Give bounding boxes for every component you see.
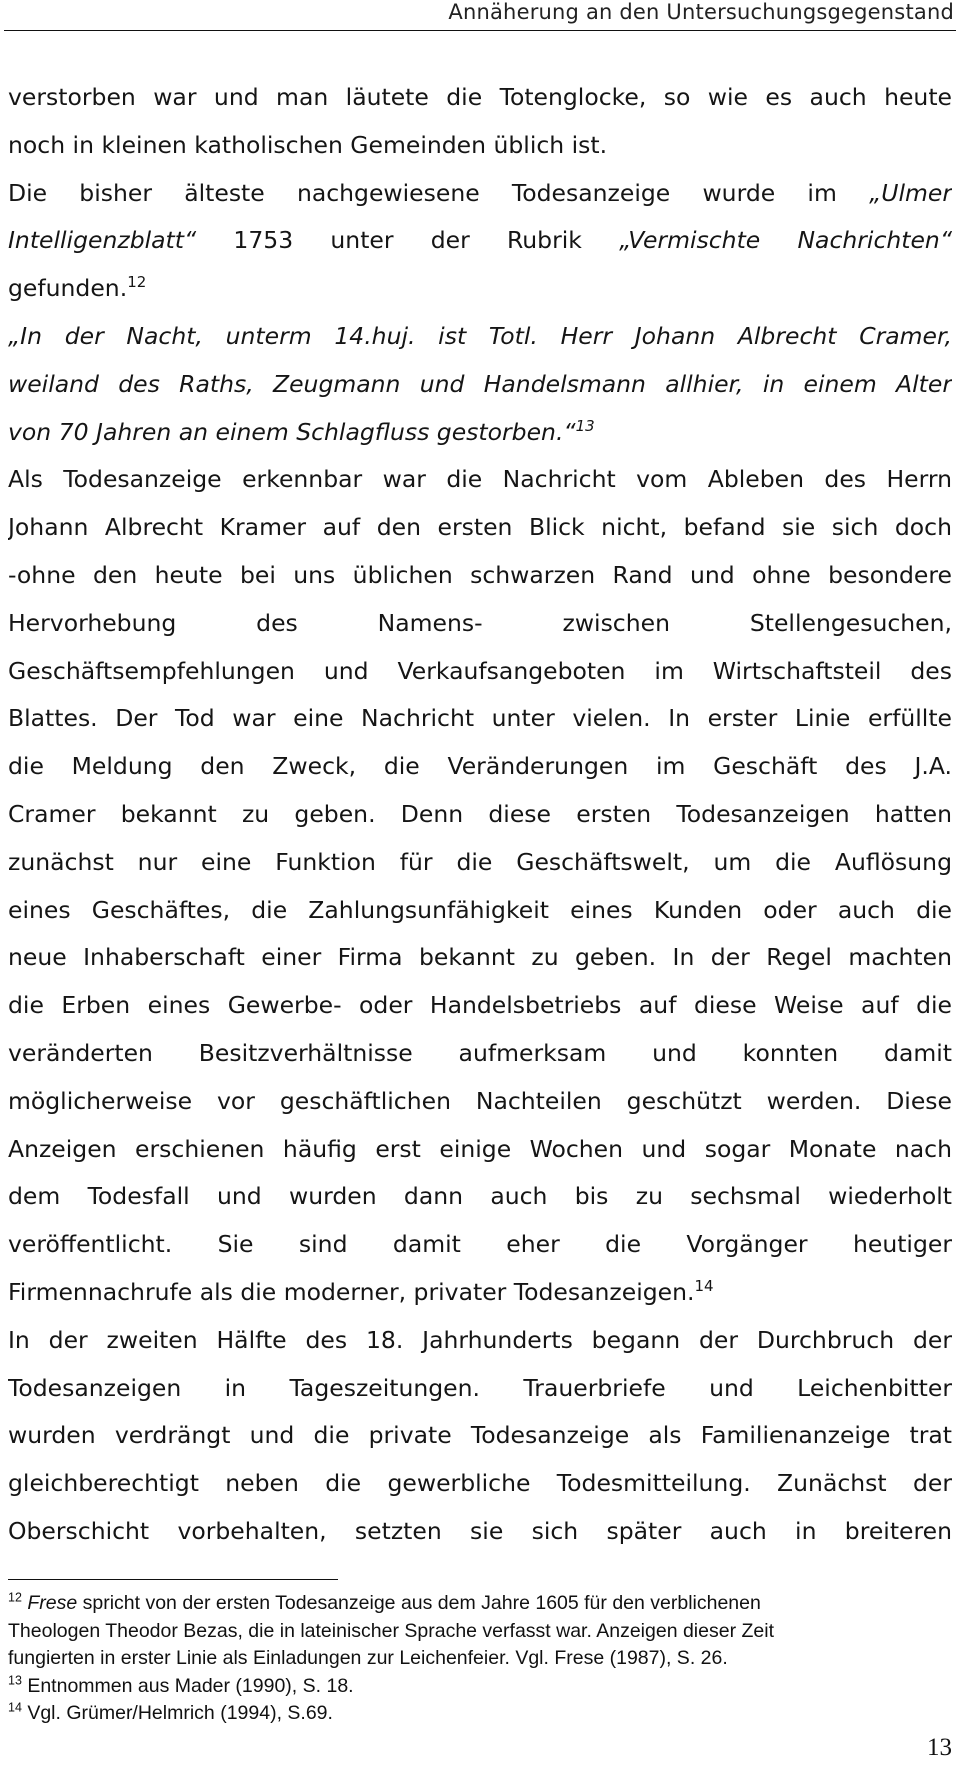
body-line xyxy=(8,1269,952,1317)
body-line: zunächst nur eine Funktion für die Geschäftswelt, um die Auflösung xyxy=(8,847,952,876)
footnote-text: Vgl. Grümer/Helmrich (1994), S.69. xyxy=(27,1702,333,1724)
body-line: Hervorhebung des Namens- zwischen Stellengesuchen, xyxy=(8,608,952,637)
footnote-ref: 14 xyxy=(694,1277,714,1296)
body-line: die Meldung den Zweck, die Veränderungen im Geschäft des J.A. xyxy=(8,752,952,781)
body-line: möglicherweise vor geschäftlichen Nachteilen geschützt werden. Diese xyxy=(8,1086,952,1115)
footnote-text: Theologen Theodor Bezas, die in lateinischer Sprache verfasst war. Anzeigen dieser Zeit xyxy=(8,1619,774,1642)
body-line: verstorben war und man läutete die Totenglocke, so wie es auch heute xyxy=(8,83,952,111)
text-run: von 70 Jahren an einem Schlagfluss gestorben.“ xyxy=(8,417,576,446)
body-line: Als Todesanzeige erkennbar war die Nachricht vom Ableben des Herrn xyxy=(8,465,952,494)
body-line: Geschäftsempfehlungen und Verkaufsangeboten im Wirtschaftsteil des xyxy=(8,656,952,685)
body-line: wurden verdrängt und die private Todesanzeige als Familienanzeige trat xyxy=(8,1421,952,1450)
body-line: veröffentlicht. Sie sind damit eher die Vorgänger heutiger xyxy=(8,1230,952,1259)
body-line xyxy=(8,265,952,313)
body-line: die Erben eines Gewerbe- oder Handelsbetriebs auf diese Weise auf die xyxy=(8,991,952,1020)
footnote-rule xyxy=(8,1579,338,1580)
footnote-text: spricht von der ersten Todesanzeige aus dem Jahre 1605 für den verblichenen xyxy=(82,1592,761,1614)
body-text xyxy=(8,74,952,1556)
rubric-title: „Vermischte Nachrichten“ xyxy=(619,226,952,255)
footnotes xyxy=(8,1590,952,1728)
footnote-number: 13 xyxy=(8,1673,22,1687)
text-run: Firmennachrufe als die moderner, privater Todesanzeigen. xyxy=(8,1277,695,1306)
body-line: Todesanzeigen in Tageszeitungen. Trauerbriefe und Leichenbitter xyxy=(8,1373,952,1402)
footnote-author: Frese xyxy=(27,1592,78,1614)
footnote-13 xyxy=(8,1673,952,1701)
footnote-14 xyxy=(8,1700,952,1728)
header-rule xyxy=(4,30,956,31)
body-line xyxy=(8,170,952,218)
body-line: In der zweiten Hälfte des 18. Jahrhunderts begann der Durchbruch der xyxy=(8,1325,952,1354)
footnote-12 xyxy=(8,1590,952,1618)
body-line: dem Todesfall und wurden dann auch bis zu sechsmal wiederholt xyxy=(8,1182,952,1211)
running-header: Annäherung an den Untersuchungsgegenstand xyxy=(448,0,954,24)
quote-line xyxy=(8,409,952,457)
newspaper-title: Intelligenzblatt“ xyxy=(8,226,197,255)
quote-line: „In der Nacht, unterm 14.huj. ist Totl. Herr Johann Albrecht Cramer, xyxy=(8,321,952,350)
body-line: Blattes. Der Tod war eine Nachricht unter vielen. In erster Linie erfüllte xyxy=(8,704,952,733)
quote-line: weiland des Raths, Zeugmann und Handelsmann allhier, in einem Alter xyxy=(8,369,952,398)
footnote-text: fungierten in erster Linie als Einladungen zur Leichenfeier. Vgl. Frese (1987), S. 26. xyxy=(8,1647,728,1669)
body-line: gleichberechtigt neben die gewerbliche Todesmitteilung. Zunächst der xyxy=(8,1469,952,1498)
footnote-number: 14 xyxy=(8,1700,22,1715)
text-run: Die bisher älteste nachgewiesene Todesanzeige wurde im xyxy=(8,178,837,207)
footnote-text: Entnommen aus Mader (1990), S. 18. xyxy=(27,1674,354,1697)
page-number: 13 xyxy=(927,1734,952,1761)
body-line: eines Geschäftes, die Zahlungsunfähigkeit eines Kunden oder auch die xyxy=(8,895,952,924)
body-line: veränderten Besitzverhältnisse aufmerksam und konnten damit xyxy=(8,1038,952,1067)
footnote-number: 12 xyxy=(8,1590,22,1605)
text-run: 1753 unter der Rubrik xyxy=(233,226,582,255)
footnote-ref: 12 xyxy=(127,273,147,292)
body-line: -ohne den heute bei uns üblichen schwarzen Rand und ohne besondere xyxy=(8,560,952,589)
body-line xyxy=(8,217,952,265)
body-line: Anzeigen erschienen häufig erst einige Wochen und sogar Monate nach xyxy=(8,1134,952,1163)
text-run: gefunden. xyxy=(8,274,128,303)
body-line: Oberschicht vorbehalten, setzten sie sich später auch in breiteren xyxy=(8,1516,952,1545)
newspaper-title: „Ulmer xyxy=(869,178,952,207)
body-line: neue Inhaberschaft einer Firma bekannt zu geben. In der Regel machten xyxy=(8,943,952,972)
footnote-ref: 13 xyxy=(575,416,595,435)
body-line: noch in kleinen katholischen Gemeinden üblich ist. xyxy=(8,130,608,159)
body-line: Johann Albrecht Kramer auf den ersten Blick nicht, befand sie sich doch xyxy=(8,513,952,542)
body-line: Cramer bekannt zu geben. Denn diese ersten Todesanzeigen hatten xyxy=(8,799,952,828)
